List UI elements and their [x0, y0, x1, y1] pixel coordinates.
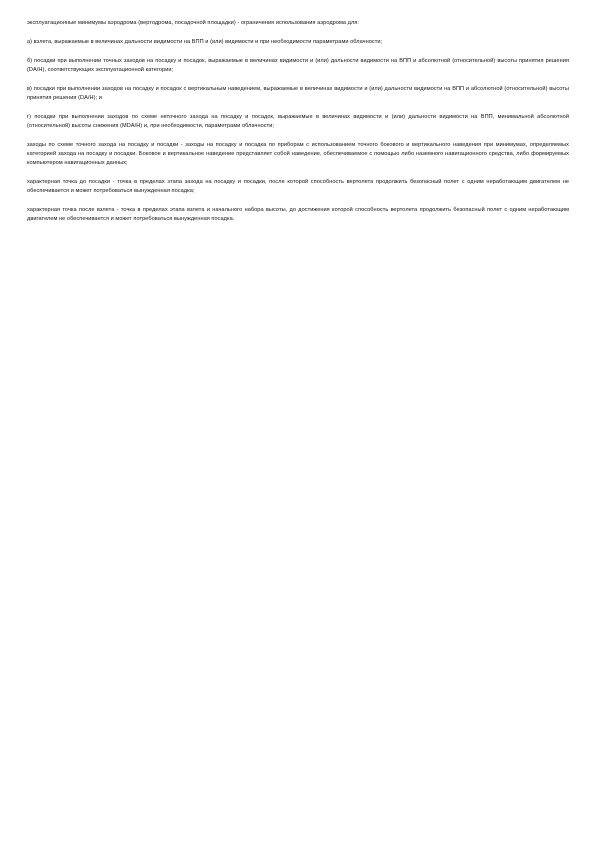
- document-body: [27, 19, 569, 234]
- definition-point-before-landing: характерная точка до посадки - точка в пределах этапа захода на посадку и посадки, после которой способность вертолета продолжить безопасный полет с одним неработающим двигателем не обеспечивается и может потребоваться вынужденная посадка;: [27, 179, 569, 194]
- item-c-vertical-guidance: в) посадки при выполнении заходов на посадку и посадок с вертикальным наведением, выражаемые в величинах видимости и (или) дальности видимости на ВПП и абсолютной (относительной) высоты принятия решения (DA/H); и: [27, 86, 569, 101]
- item-a-takeoff: а) взлета, выражаемые в величинах дальности видимости на ВПП и (или) видимости и при необходимости параметрами облачности;: [27, 39, 383, 45]
- definition-operating-minima: эксплуатационные минимумы аэродрома (вертодрома, посадочной площадки) - ограничения использования аэродрома для:: [27, 20, 359, 26]
- definition-point-after-takeoff: характерная точка после взлета - точка в пределах этапа взлета и начального набора высоты, до достижения которой способность вертолета продолжить безопасный полет с одним неработающим двигателем не обеспечивается и может потребоваться вынужденная посадка.: [27, 207, 569, 222]
- item-b-precision-approach: б) посадки при выполнении точных заходов на посадку и посадок, выражаемые в величинах видимости и (или) дальности видимости на ВПП и абсолютной (относительной) высоты принятия решения (DA/H), соответствующих эксплуатационной категории;: [27, 58, 569, 73]
- item-d-non-precision: г) посадки при выполнении заходов по схеме неточного захода на посадку и посадок, выражаемые в величинах видимости и (или) дальности видимости на ВПП, минимальной абсолютной (относительной) высоты снижения (MDA/H) и, при необходимости, параметрами облачности;: [27, 114, 569, 129]
- definition-precision-approach: заходы по схеме точного захода на посадку и посадки - заходы на посадку и посадка по приборам с использованием точного бокового и вертикального наведения при минимумах, определяемых категорией захода на посадку и посадки. Боковое и вертикальное наведение представляет собой наведение, обеспечиваемое с помощью либо наземного навигационного средства, либо формируемых компьютером навигационных данных;: [27, 142, 569, 166]
